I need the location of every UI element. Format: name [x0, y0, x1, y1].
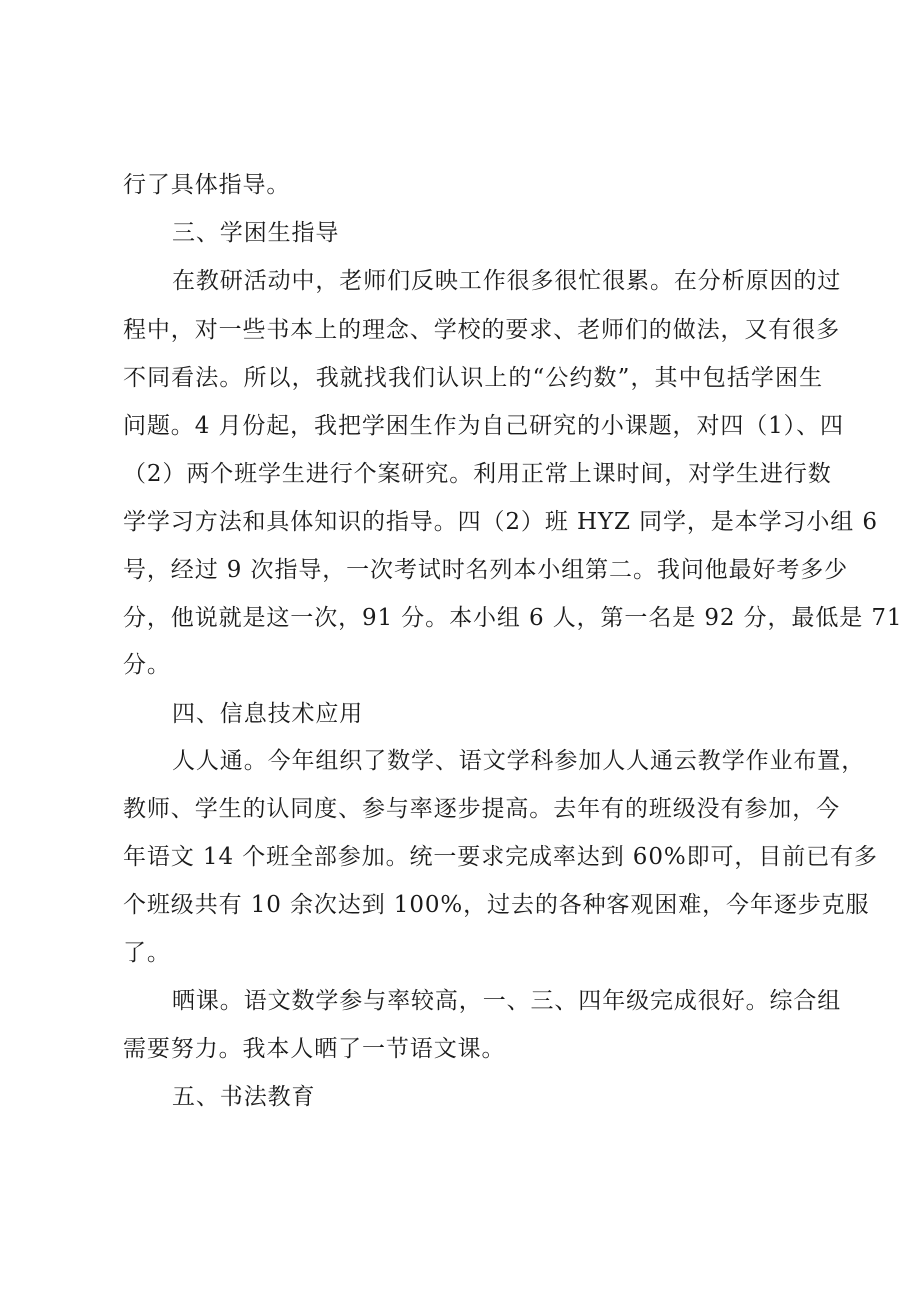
paragraph-line: 需要努力。我本人晒了一节语文课。	[123, 1036, 506, 1062]
paragraph-line: 了。	[123, 940, 171, 966]
paragraph-line: 行了具体指导。	[123, 172, 291, 198]
section-heading: 五、书法教育	[172, 1084, 316, 1110]
paragraph-line: 教师、学生的认同度、参与率逐步提高。去年有的班级没有参加，今	[123, 796, 840, 822]
paragraph-line: 在教研活动中，老师们反映工作很多很忙很累。在分析原因的过	[172, 268, 842, 294]
paragraph-line: 号，经过 9 次指导，一次考试时名列本小组第二。我问他最好考多少	[123, 557, 849, 583]
paragraph-line: （2）两个班学生进行个案研究。利用正常上课时间，对学生进行数	[123, 461, 832, 487]
paragraph-line: 分。	[123, 652, 171, 678]
paragraph-line: 晒课。语文数学参与率较高，一、三、四年级完成很好。综合组	[172, 988, 842, 1014]
paragraph-line: 程中，对一些书本上的理念、学校的要求、老师们的做法，又有很多	[123, 317, 840, 343]
paragraph-line: 问题。4 月份起，我把学困生作为自己研究的小课题，对四（1）、四	[123, 413, 844, 439]
paragraph-line: 学学习方法和具体知识的指导。四（2）班 HYZ 同学，是本学习小组 6	[123, 509, 878, 535]
paragraph-line: 年语文 14 个班全部参加。统一要求完成率达到 60%即可，目前已有多	[123, 844, 878, 870]
paragraph-line: 个班级共有 10 余次达到 100%，过去的各种客观困难，今年逐步克服	[123, 892, 870, 918]
paragraph-line: 人人通。今年组织了数学、语文学科参加人人通云教学作业布置，	[172, 748, 866, 774]
section-heading: 四、信息技术应用	[172, 701, 364, 727]
section-heading: 三、学困生指导	[172, 220, 340, 246]
paragraph-line: 不同看法。所以，我就找我们认识上的“公约数”，其中包括学困生	[123, 365, 823, 391]
paragraph-line: 分，他说就是这一次，91 分。本小组 6 人，第一名是 92 分，最低是 71	[123, 605, 903, 631]
